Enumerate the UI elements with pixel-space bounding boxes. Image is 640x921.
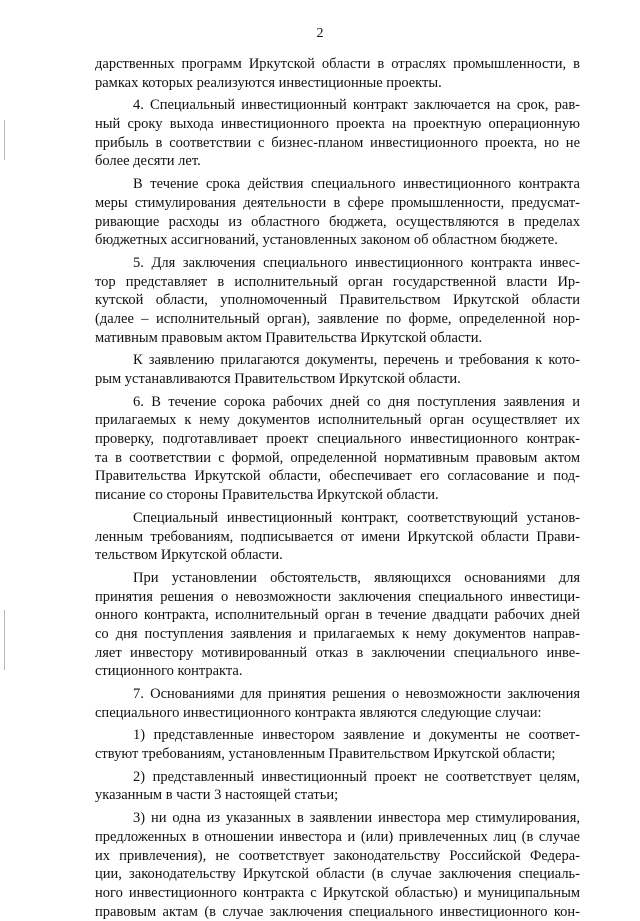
text-line: прилагаемых к нему документов исполнительный орган осуществляет их <box>95 412 580 429</box>
text-line: специального инвестиционного контракта являются следующие случаи: <box>95 704 542 721</box>
text-line: 7. Основаниями для принятия решения о невозможности заключения <box>133 686 580 702</box>
paragraph <box>95 509 580 565</box>
text-line: К заявлению прилагаются документы, перечень и требования к кото- <box>133 352 580 369</box>
text-line: Правительства Иркутской области, обеспечивает его согласование и под- <box>95 468 580 485</box>
text-line: ривающие расходы из областного бюджета, осуществляются в пределах <box>95 213 580 230</box>
paragraph <box>95 809 580 921</box>
text-line: 6. В течение сорока рабочих дней со дня поступления заявления и <box>133 393 580 410</box>
text-line: дарственных программ Иркутской области в отраслях промышленности, в <box>95 56 580 72</box>
text-line: ного инвестиционного контракта с Иркутской областью) и муниципальным <box>95 884 580 901</box>
paragraph <box>95 685 580 722</box>
text-line: 3) ни одна из указанных в заявлении инвестора мер стимулирования, <box>133 810 580 827</box>
paragraph <box>95 55 580 92</box>
text-line: мативным правовым актом Правительства Иркутской области. <box>95 329 483 346</box>
text-line: тор представляет в исполнительный орган государственной власти Ир- <box>95 273 580 290</box>
text-line: кутской области, уполномоченный Правительством Иркутской области <box>95 292 580 309</box>
text-line: В течение срока действия специального инвестиционного контракта <box>133 176 580 193</box>
text-line: указанным в части 3 настоящей статьи; <box>95 787 339 804</box>
paragraph <box>95 96 580 171</box>
scan-edge-mark <box>4 610 5 670</box>
text-line: проверку, подготавливает проект специального инвестиционного контрак- <box>95 431 580 448</box>
paragraph <box>95 351 580 388</box>
paragraph <box>95 175 580 250</box>
text-line: ствуют требованиям, установленным Правительством Иркутской области; <box>95 746 556 763</box>
text-line: ленным требованиям, подписывается от имени Иркутской области Прави- <box>95 528 580 545</box>
text-line: более десяти лет. <box>95 153 201 170</box>
text-line: (далее – исполнительный орган), заявление по форме, определенной нор- <box>95 310 580 327</box>
text-line: бюджетных ассигнований, установленных законом об областном бюджете. <box>95 232 558 249</box>
text-line: та в соответствии с формой, определенной нормативным правовым актом <box>95 449 580 466</box>
text-line: ный сроку выхода инвестиционного проекта на проектную операционную <box>95 116 580 133</box>
text-line: правовым актам (в случае заключения специального инвестиционного кон- <box>95 903 580 920</box>
text-line: со дня поступления заявления и прилагаемых к нему документов направ- <box>95 625 580 642</box>
text-line: прибыль в соответствии с бизнес-планом инвестиционного проекта, но не <box>95 134 580 151</box>
text-line: 2) представленный инвестиционный проект не соответствует целям, <box>133 768 580 785</box>
text-line: писание со стороны Правительства Иркутской области. <box>95 487 439 504</box>
text-line: 1) представленные инвестором заявление и документы не соответ- <box>133 727 580 744</box>
text-line: рамках которых реализуются инвестиционные проекты. <box>95 74 442 91</box>
text-line: предложенных в отношении инвестора и (или) привлеченных лиц (в случае <box>95 828 580 845</box>
text-line: рым устанавливаются Правительством Иркутской области. <box>95 371 461 387</box>
text-line: При установлении обстоятельств, являющихся основаниями для <box>133 569 580 586</box>
text-line: принятия решения о невозможности заключения специального инвестици- <box>95 588 580 605</box>
text-line: ляет инвестору мотивированный отказ в заключении специального инве- <box>95 644 580 661</box>
paragraph <box>95 768 580 805</box>
text-line: 5. Для заключения специального инвестиционного контракта инвес- <box>133 254 580 271</box>
paragraph <box>95 393 580 505</box>
scan-edge-mark <box>4 120 5 160</box>
text-line: 4. Специальный инвестиционный контракт заключается на срок, рав- <box>133 97 580 114</box>
text-line: меры стимулирования деятельности в сфере промышленности, предусмат- <box>95 194 580 211</box>
paragraph <box>95 254 580 347</box>
text-line: ции, законодательству Иркутской области (в случае заключения специаль- <box>95 866 580 883</box>
text-line: стиционного контракта. <box>95 663 243 680</box>
page-number: 2 <box>316 26 324 41</box>
paragraph <box>95 569 580 681</box>
text-line: их привлечения), не соответствует законодательству Российской Федера- <box>95 847 580 864</box>
text-line: тельством Иркутской области. <box>95 547 283 564</box>
text-line: Специальный инвестиционный контракт, соответствующий установ- <box>133 509 580 526</box>
paragraph <box>95 726 580 763</box>
document-body <box>95 55 580 921</box>
text-line: онного контракта, исполнительный орган в течение двадцати рабочих дней <box>95 607 580 624</box>
